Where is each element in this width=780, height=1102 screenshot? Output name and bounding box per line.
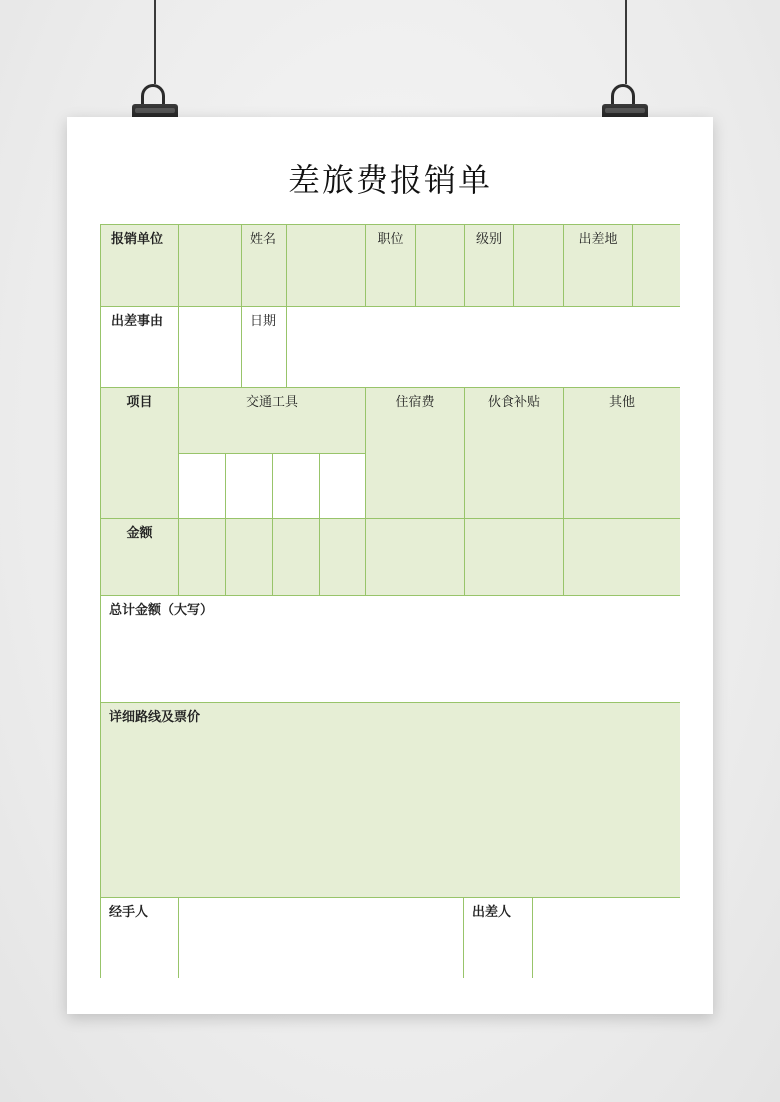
expense-form-grid [100,224,680,978]
field-unit[interactable] [179,225,242,307]
label-other: 其他 [564,388,680,519]
field-destination[interactable] [633,225,680,307]
label-meals: 伙食补贴 [465,388,564,519]
field-amount-other[interactable] [564,519,680,596]
field-handler[interactable] [179,898,464,978]
label-unit: 报销单位 [101,225,179,307]
label-name: 姓名 [242,225,287,307]
field-date[interactable] [287,307,680,388]
field-position[interactable] [416,225,465,307]
label-level: 级别 [465,225,514,307]
label-position: 职位 [366,225,416,307]
label-traveler: 出差人 [464,898,533,978]
form-title: 差旅费报销单 [287,161,492,199]
paper-sheet [67,117,713,1014]
field-transport-2[interactable] [226,454,273,519]
label-amount: 金额 [101,519,179,596]
label-reason: 出差事由 [101,307,179,388]
field-route-details[interactable] [101,703,680,898]
label-item: 项目 [101,388,179,519]
field-transport-3[interactable] [273,454,320,519]
field-transport-1[interactable] [179,454,226,519]
field-amount-meals[interactable] [465,519,564,596]
label-lodging: 住宿费 [366,388,465,519]
field-transport-4[interactable] [320,454,366,519]
field-amount-lodging[interactable] [366,519,465,596]
field-name[interactable] [287,225,366,307]
label-date: 日期 [242,307,287,388]
field-reason[interactable] [179,307,242,388]
field-amount-transport-1[interactable] [179,519,226,596]
field-traveler[interactable] [533,898,680,978]
field-amount-transport-3[interactable] [273,519,320,596]
field-level[interactable] [514,225,564,307]
left-hanging-wire [154,0,156,84]
right-hanging-wire [625,0,627,84]
label-destination: 出差地 [564,225,633,307]
field-amount-transport-2[interactable] [226,519,273,596]
label-total: 总计金额（大写） [109,603,214,618]
label-handler: 经手人 [101,898,179,978]
field-amount-transport-4[interactable] [320,519,366,596]
field-total-amount[interactable] [101,596,680,703]
label-transport: 交通工具 [179,388,366,454]
label-route: 详细路线及票价 [109,710,201,725]
